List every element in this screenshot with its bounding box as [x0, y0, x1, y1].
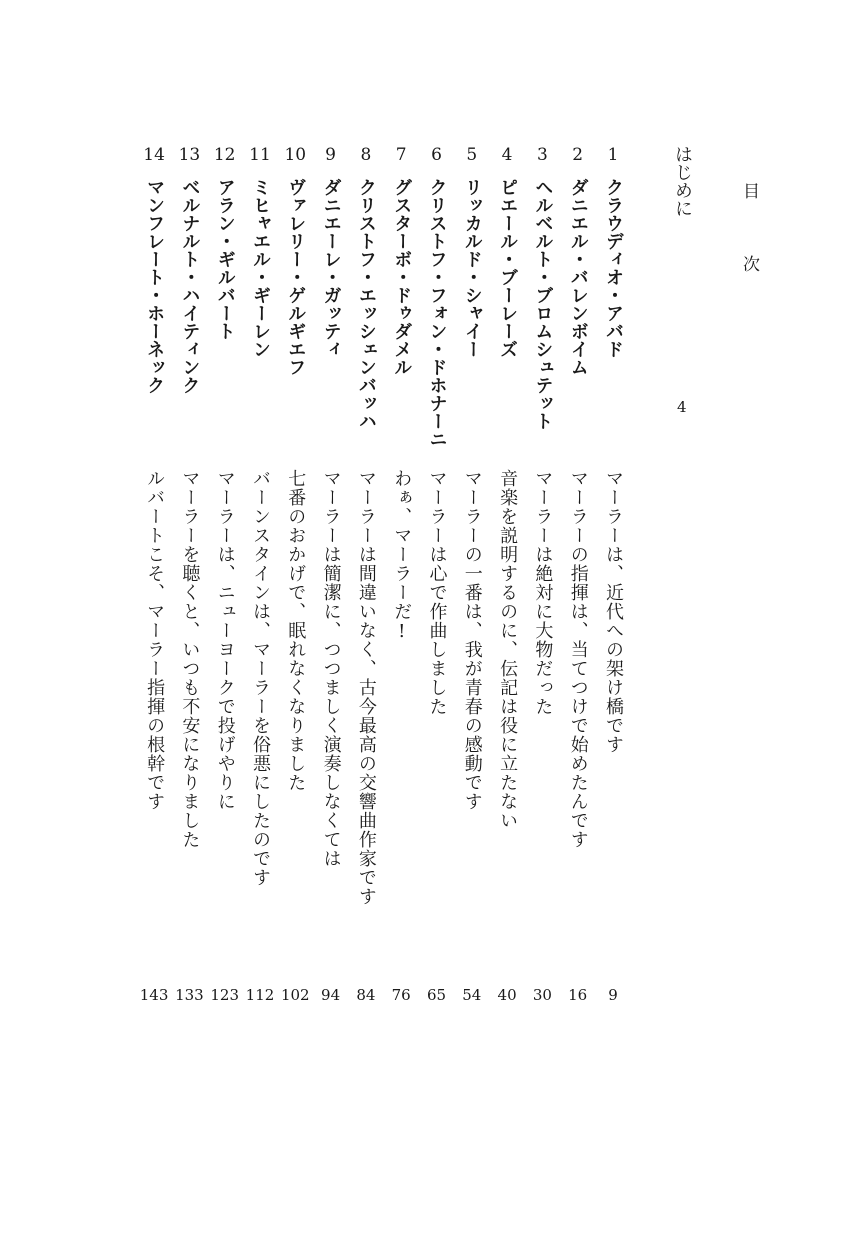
- entry-number: 11: [249, 145, 271, 165]
- entry-title: 七番のおかげで、眠れなくなりました: [285, 469, 307, 792]
- entry-title: 音楽を説明するのに、伝記は役に立たない: [497, 469, 519, 830]
- entry-title: バーンスタインは、マーラーを俗悪にしたのです: [250, 469, 271, 887]
- entry-number: 6: [431, 145, 442, 165]
- entry-page: 40: [497, 986, 517, 1004]
- entry-conductor: ダニエーレ・ガッティ: [320, 178, 342, 358]
- entry-conductor: アラン・ギルバート: [214, 178, 236, 340]
- entry-title: マーラーは、近代への架け橋です: [603, 469, 624, 754]
- entry-number: 1: [607, 145, 619, 165]
- entry-page: 16: [568, 986, 588, 1004]
- entry-title: マーラーは心で作曲しました: [426, 469, 448, 716]
- entry-conductor: クリストフ・エッシェンバッハ: [355, 178, 377, 430]
- entry-page: 9: [608, 986, 618, 1004]
- entry-number: 14: [143, 145, 165, 165]
- entry-conductor: ベルナルト・ハイティンク: [179, 178, 201, 394]
- entry-number: 9: [325, 145, 336, 165]
- entry-title: マーラーの一番は、我が青春の感動です: [461, 469, 483, 811]
- entry-page: 76: [391, 986, 411, 1004]
- entry-title: ルバートこそ、マーラー指揮の根幹です: [144, 469, 166, 811]
- entry-page: 54: [462, 986, 482, 1004]
- entry-title: マーラーは間違いなく、古今最高の交響曲作家です: [355, 469, 377, 906]
- toc-title: 目 次: [739, 182, 759, 290]
- entry-conductor: マンフレート・ホーネック: [144, 178, 166, 394]
- entry-conductor: ピエール・ブーレーズ: [497, 178, 519, 358]
- entry-page: 30: [532, 986, 552, 1004]
- entry-title: マーラーは簡潔に、つつましく演奏しなくては: [320, 469, 342, 868]
- entry-page: 143: [139, 986, 169, 1004]
- entry-conductor: ダニエル・バレンボイム: [567, 178, 589, 376]
- entry-title: マーラーの指揮は、当てつけで始めたんです: [567, 469, 589, 849]
- entry-conductor: リッカルド・シャイー: [461, 178, 483, 358]
- entry-page: 133: [175, 986, 204, 1004]
- entry-number: 7: [395, 145, 407, 165]
- entry-conductor: クラウディオ・アバド: [603, 178, 624, 358]
- intro-label: はじめに: [672, 145, 693, 217]
- entry-title: マーラーは、ニューヨークで投げやりに: [214, 469, 236, 811]
- entry-conductor: ヘルベルト・ブロムシュテット: [532, 178, 554, 430]
- entry-page: 65: [426, 986, 447, 1004]
- entry-page: 84: [356, 986, 376, 1004]
- entry-page: 102: [280, 986, 310, 1004]
- entry-page: 94: [321, 986, 341, 1004]
- entry-title: わぁ、マーラーだ!: [391, 469, 413, 643]
- entry-number: 4: [501, 145, 513, 165]
- entry-number: 3: [536, 145, 548, 165]
- entry-conductor: ミヒャエル・ギーレン: [250, 178, 271, 358]
- entry-number: 10: [284, 145, 307, 165]
- entry-page: 123: [210, 986, 239, 1004]
- entry-page: 112: [245, 986, 275, 1004]
- entry-number: 12: [213, 145, 236, 165]
- entry-number: 8: [360, 145, 372, 165]
- entry-number: 13: [178, 145, 201, 165]
- entry-conductor: ヴァレリー・ゲルギエフ: [285, 178, 307, 376]
- entry-number: 5: [466, 145, 478, 165]
- intro-page: 4: [677, 398, 687, 416]
- entry-number: 2: [572, 145, 584, 165]
- entry-conductor: グスターボ・ドゥダメル: [391, 178, 413, 376]
- entry-title: マーラーは絶対に大物だった: [532, 469, 554, 716]
- entry-conductor: クリストフ・フォン・ドホナーニ: [426, 178, 448, 448]
- entry-title: マーラーを聴くと、いつも不安になりました: [179, 469, 201, 849]
